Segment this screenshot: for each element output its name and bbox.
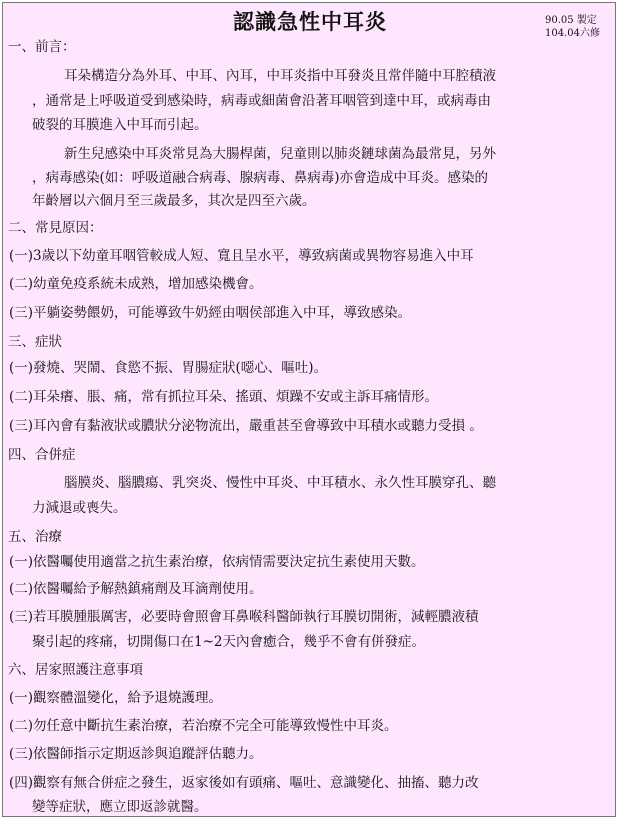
paragraph-line: 耳朵構造分為外耳、中耳、內耳，中耳炎指中耳發炎且常伴隨中耳腔積液: [64, 68, 496, 84]
list-item: (三)依醫師指示定期返診與追蹤評估聽力。: [9, 746, 263, 762]
section-heading-intro: 一、前言：: [8, 39, 76, 55]
paragraph-line: ，病毒感染(如：呼吸道融合病毒、腺病毒、鼻病毒)亦會造成中耳炎。感染的: [32, 170, 489, 186]
list-item: (二)依醫囑給予解熱鎮痛劑及耳滴劑使用。: [9, 581, 263, 597]
revision-date: 104.04六修: [545, 28, 600, 39]
paragraph-line: 力減退或喪失。: [32, 500, 127, 516]
section-heading-causes: 二、常見原因：: [8, 220, 103, 236]
list-item: (二)幼童免疫系統未成熟，增加感染機會。: [9, 276, 263, 292]
paragraph-line: ，通常是上呼吸道受到感染時，病毒或細菌會沿著耳咽管到達中耳，或病毒由: [32, 93, 491, 109]
list-item: (二)勿任意中斷抗生素治療，若治療不完全可能導致慢性中耳炎。: [9, 718, 398, 734]
paragraph-line: 腦膜炎、腦膿瘍、乳突炎、慢性中耳炎、中耳積水、永久性耳膜穿孔、聽: [64, 475, 496, 491]
list-item: (三)若耳膜腫脹厲害，必要時會照會耳鼻喉科醫師執行耳膜切開術，減輕膿液積: [9, 609, 479, 625]
list-item: (三)耳內會有黏液狀或膿狀分泌物流出，嚴重甚至會導致中耳積水或聽力受損 。: [9, 418, 483, 434]
paragraph-line: 破裂的耳膜進入中耳而引起。: [32, 117, 208, 133]
list-item: (一)3歲以下幼童耳咽管較成人短、寬且呈水平，導致病菌或異物容易進入中耳: [9, 248, 474, 264]
list-item: (一)依醫囑使用適當之抗生素治療，依病情需要決定抗生素使用天數。: [9, 554, 425, 570]
document-title: 認識急性中耳炎: [233, 9, 387, 34]
section-heading-treatment: 五、治療: [8, 529, 62, 545]
revision-info: [545, 14, 600, 40]
established-date: 90.05 製定: [545, 15, 597, 26]
section-heading-home-care: 六、居家照護注意事項: [8, 662, 143, 678]
paragraph-line: 新生兒感染中耳炎常見為大腸桿菌，兒童則以肺炎鏈球菌為最常見，另外: [64, 146, 496, 162]
paragraph-line: 年齡層以六個月至三歲最多，其次是四至六歲。: [32, 193, 316, 209]
list-item: (三)平躺姿勢餵奶，可能導致牛奶經由咽侯部進入中耳，導致感染。: [9, 305, 412, 321]
list-item-continuation: 變等症狀，應立即返診就醫。: [32, 799, 208, 815]
list-item: (二)耳朵癢、脹、痛，常有抓拉耳朵、搖頭、煩躁不安或主訴耳痛情形。: [9, 389, 439, 405]
list-item: (四)觀察有無合併症之發生，返家後如有頭痛、嘔吐、意識變化、抽搐、聽力改: [9, 775, 479, 791]
list-item: (一)觀察體溫變化，給予退燒護理。: [9, 690, 223, 706]
list-item-continuation: 聚引起的疼痛，切開傷口在1~2天內會癒合，幾乎不會有併發症。: [32, 634, 425, 650]
section-heading-symptoms: 三、症狀: [8, 334, 62, 350]
section-heading-complications: 四、合併症: [8, 447, 76, 463]
list-item: (一)發燒、哭鬧、食慾不振、胃腸症狀(噁心、嘔吐)。: [9, 360, 328, 376]
